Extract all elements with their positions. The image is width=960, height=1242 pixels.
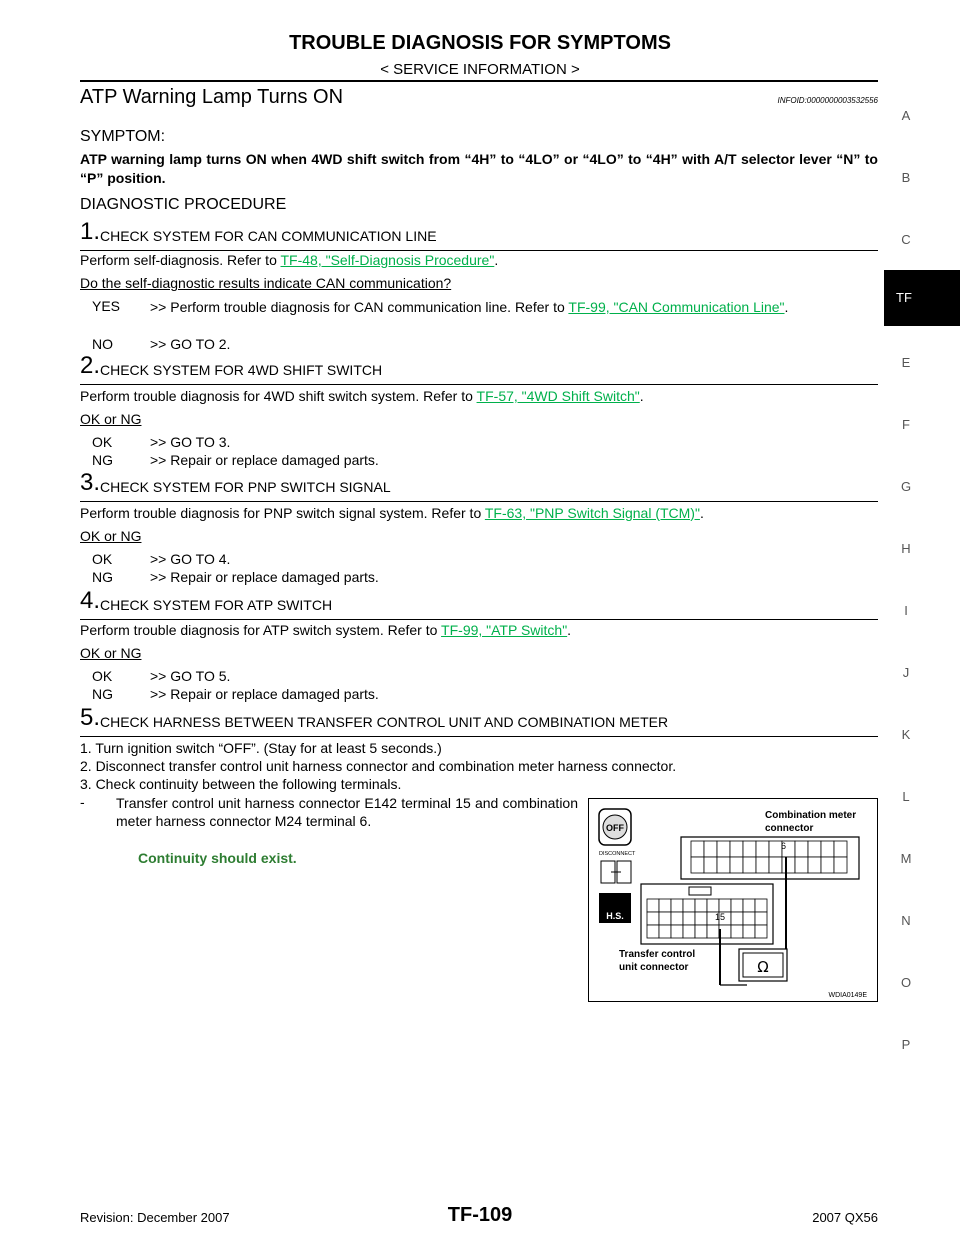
link-self-diagnosis[interactable]: TF-48, "Self-Diagnosis Procedure" [280, 252, 495, 268]
tcu-pin-cell [755, 912, 767, 925]
answer-yes-text [150, 298, 878, 316]
meter-pin-cell [717, 857, 730, 873]
step-number: 4. [80, 587, 101, 614]
step-number: 5. [80, 704, 101, 731]
answer-key-no: NO [92, 336, 113, 352]
svg-text:Ω: Ω [757, 958, 769, 976]
meter-pin-cell [743, 841, 756, 857]
tcu-pin-cell [647, 912, 659, 925]
disconnect-icon [601, 861, 631, 883]
section-title: ATP Warning Lamp Turns ON [80, 86, 344, 108]
answer-ng-text: >> Repair or replace damaged parts. [150, 569, 379, 585]
header-divider [80, 80, 878, 82]
connector-diagram [588, 798, 878, 1002]
tcu-pin-cell [743, 912, 755, 925]
answer-key-ng: NG [92, 569, 113, 585]
tcu-pin-cell [743, 899, 755, 912]
step-2-header [80, 354, 878, 385]
tcu-connector-label: Transfer control [619, 949, 696, 960]
meter-pin-cell [808, 841, 821, 857]
step-title: CHECK SYSTEM FOR CAN COMMUNICATION LINE [100, 228, 437, 244]
tcu-pin-label: 15 [715, 912, 726, 922]
link-atp-switch[interactable]: TF-99, "ATP Switch" [441, 622, 568, 638]
meter-pin-cell [756, 841, 769, 857]
step-5-item-3: 3. Check continuity between the following terminals. [80, 776, 402, 792]
meter-pin-cell [795, 841, 808, 857]
tcu-pin-cell [683, 899, 695, 912]
tcu-pin-cell [647, 925, 659, 938]
side-tab[interactable]: K [901, 727, 911, 742]
step-5-bullet-text: Transfer control unit harness connector E142 terminal 15 and combination meter harness connector M24 terminal 6. [116, 795, 578, 829]
instruction-punct: . [567, 622, 572, 638]
side-tab-label: TF [896, 290, 912, 305]
meter-pin-cell [795, 857, 808, 873]
tcu-pin-cell [671, 899, 683, 912]
meter-pin-cell [782, 857, 795, 873]
step-1-question: Do the self-diagnostic results indicate CAN communication? [80, 275, 452, 291]
step-5-header [80, 706, 878, 737]
step-5-item-1: 1. Turn ignition switch “OFF”. (Stay for at least 5 seconds.) [80, 740, 442, 756]
tcu-pin-cell [743, 925, 755, 938]
instruction-text: Perform trouble diagnosis for 4WD shift switch system. Refer to [80, 388, 477, 404]
side-tab-active[interactable] [884, 270, 960, 326]
tcu-pin-cell [755, 925, 767, 938]
meter-pin-cell [756, 857, 769, 873]
tcu-pin-cell [695, 912, 707, 925]
tcu-pin-cell [707, 925, 719, 938]
instruction-punct: . [639, 388, 644, 404]
step-4-instruction [80, 622, 571, 638]
tcu-pin-cell [659, 925, 671, 938]
tcu-pin-cell [659, 899, 671, 912]
harness-side-icon [599, 893, 631, 923]
meter-connector-label-2: connector [765, 823, 814, 834]
step-3-instruction [80, 505, 704, 521]
side-tab[interactable]: J [902, 665, 910, 680]
ohmmeter-icon [739, 949, 787, 981]
continuity-result: Continuity should exist. [138, 850, 297, 866]
meter-pin-cell [821, 857, 834, 873]
meter-pin-cell [808, 857, 821, 873]
instruction-text: Perform self-diagnosis. Refer to [80, 252, 281, 268]
disconnect-label: DISCONNECT [599, 851, 636, 857]
meter-pin-cell [717, 841, 730, 857]
instruction-punct: . [699, 505, 704, 521]
step-title: CHECK HARNESS BETWEEN TRANSFER CONTROL UNIT AND COMBINATION METER [100, 714, 669, 730]
answer-key-ok: OK [92, 551, 113, 567]
side-tab[interactable]: G [900, 479, 912, 494]
meter-connector-label: Combination meter [765, 810, 857, 821]
answer-ok-text: >> GO TO 3. [150, 434, 231, 450]
meter-pin-cell [730, 841, 743, 857]
answer-key-ok: OK [92, 668, 113, 684]
diagnostic-procedure-title: DIAGNOSTIC PROCEDURE [80, 196, 287, 213]
step-4-header [80, 589, 878, 620]
meter-pin-cell [691, 857, 704, 873]
side-tab[interactable]: E [901, 355, 911, 370]
step-4-question: OK or NG [80, 645, 142, 661]
meter-pin-cell [730, 857, 743, 873]
link-4wd-shift-switch[interactable]: TF-57, "4WD Shift Switch" [476, 388, 640, 404]
figure-id: WDIA0149E [828, 992, 867, 999]
side-tab[interactable]: C [901, 232, 911, 247]
instruction-punct: . [494, 252, 499, 268]
side-tab[interactable]: H [901, 541, 911, 556]
tcu-pin-cell [731, 912, 743, 925]
side-tab[interactable]: A [901, 108, 911, 123]
meter-pin-cell [704, 841, 717, 857]
step-1-header [80, 220, 878, 251]
answer-ok-text: >> GO TO 4. [150, 551, 231, 567]
footer-page-number: TF-109 [447, 1204, 513, 1226]
side-tab[interactable]: M [900, 851, 912, 866]
symptom-text: ATP warning lamp turns ON when 4WD shift switch from “4H” to “4LO” or “4LO” to “4H” with A/T selector lever “N” to “P” position. [80, 151, 878, 186]
combination-meter-connector [681, 837, 859, 879]
side-tab[interactable]: L [902, 789, 910, 804]
tcu-pin-cell [659, 912, 671, 925]
answer-key-ng: NG [92, 452, 113, 468]
link-can-communication-line[interactable]: TF-99, "CAN Communication Line" [568, 299, 785, 315]
info-id: INFOID:0000000003532556 [777, 96, 878, 105]
page-header-title: TROUBLE DIAGNOSIS FOR SYMPTOMS [289, 32, 671, 54]
tcu-pin-cell [707, 899, 719, 912]
svg-text:H.S.: H.S. [606, 911, 624, 921]
ignition-off-icon [599, 809, 631, 845]
step-5-item-2: 2. Disconnect transfer control unit harness connector and combination meter harness connector. [80, 758, 677, 774]
tcu-pin-cell [719, 899, 731, 912]
meter-pin-label: 6 [781, 841, 787, 851]
step-number: 3. [80, 469, 101, 496]
tcu-connector-label-2: unit connector [619, 962, 689, 973]
answer-key-yes: YES [92, 298, 121, 314]
side-tab[interactable]: P [901, 1037, 911, 1052]
instruction-text: Perform trouble diagnosis for ATP switch system. Refer to [80, 622, 442, 638]
side-tab[interactable]: N [901, 913, 911, 928]
answer-ok-text: >> GO TO 5. [150, 668, 231, 684]
svg-text:OFF: OFF [606, 823, 624, 833]
step-title: CHECK SYSTEM FOR 4WD SHIFT SWITCH [100, 362, 383, 378]
answer-key-ok: OK [92, 434, 113, 450]
tcu-pin-cell [647, 899, 659, 912]
instruction-text: Perform trouble diagnosis for PNP switch signal system. Refer to [80, 505, 485, 521]
step-number: 1. [80, 218, 101, 245]
meter-pin-cell [704, 857, 717, 873]
tcu-pin-cell [671, 925, 683, 938]
meter-pin-cell [691, 841, 704, 857]
step-number: 2. [80, 352, 101, 379]
step-title: CHECK SYSTEM FOR ATP SWITCH [100, 597, 333, 613]
meter-pin-cell [743, 857, 756, 873]
step-title: CHECK SYSTEM FOR PNP SWITCH SIGNAL [100, 479, 391, 495]
answer-key-ng: NG [92, 686, 113, 702]
step-2-question: OK or NG [80, 411, 142, 427]
page-header-subtitle: < SERVICE INFORMATION > [380, 61, 580, 78]
meter-pin-cell [769, 857, 782, 873]
meter-pin-cell [834, 857, 847, 873]
side-tab[interactable]: I [904, 603, 908, 618]
answer-text: >> Perform trouble diagnosis for CAN communication line. Refer to [150, 299, 569, 315]
transfer-control-unit-connector [641, 884, 773, 944]
meter-pin-cell [821, 841, 834, 857]
tcu-pin-cell [683, 912, 695, 925]
tcu-pin-cell [755, 899, 767, 912]
tcu-pin-cell [671, 912, 683, 925]
link-pnp-switch-signal[interactable]: TF-63, "PNP Switch Signal (TCM)" [484, 505, 700, 521]
tcu-pin-cell [731, 899, 743, 912]
footer-revision: Revision: December 2007 [80, 1210, 230, 1225]
tcu-pin-cell [683, 925, 695, 938]
footer-model: 2007 QX56 [812, 1210, 878, 1225]
bullet-dash: - [80, 794, 85, 810]
side-tab[interactable]: F [902, 417, 910, 432]
side-tab[interactable]: B [901, 170, 911, 185]
answer-ng-text: >> Repair or replace damaged parts. [150, 686, 379, 702]
step-3-header [80, 471, 878, 502]
meter-pin-cell [834, 841, 847, 857]
tcu-pin-cell [695, 899, 707, 912]
tcu-pin-cell [695, 925, 707, 938]
answer-ng-text: >> Repair or replace damaged parts. [150, 452, 379, 468]
tcu-pin-cell [731, 925, 743, 938]
step-1-instruction [80, 252, 498, 268]
symptom-label: SYMPTOM: [80, 128, 166, 145]
step-3-question: OK or NG [80, 528, 142, 544]
step-2-instruction [80, 388, 644, 404]
answer-no-text: >> GO TO 2. [150, 336, 231, 352]
side-tab[interactable]: O [900, 975, 912, 990]
answer-punct: . [784, 299, 789, 315]
